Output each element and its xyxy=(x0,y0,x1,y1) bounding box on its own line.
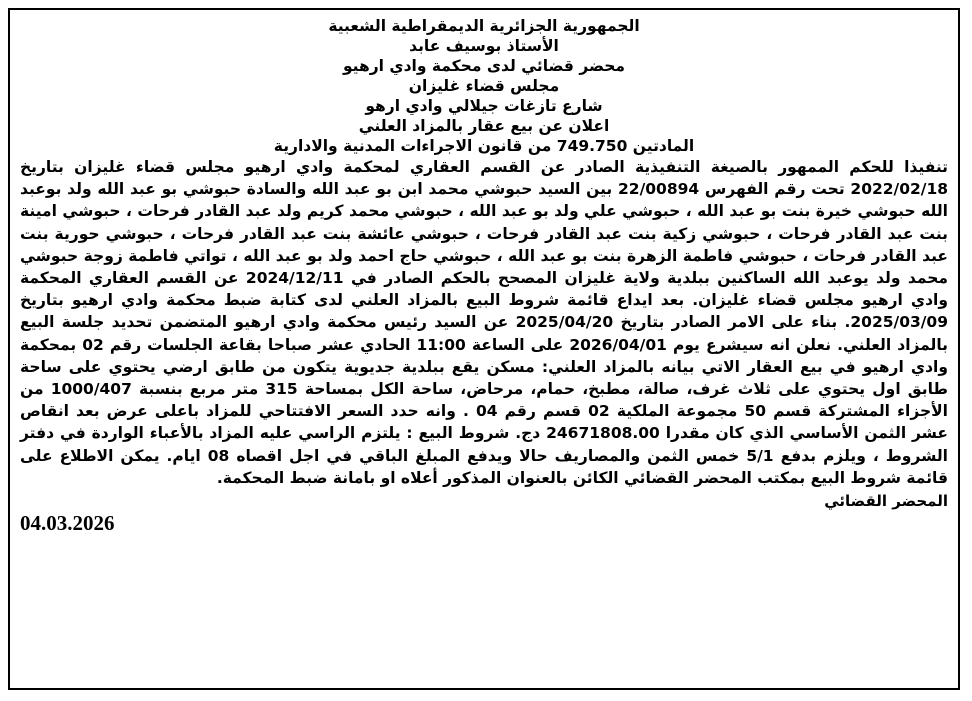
header-council: مجلس قضاء غليزان xyxy=(408,77,560,95)
notice-frame xyxy=(8,8,960,690)
notice-body: تنفيذا للحكم الممهور بالصيغة التنفيذية الصادر عن القسم العقاري لمحكمة وادي ارهيو مجلس قضاء غليزان بتاريخ 2022/02/18 تحت رقم الفهرس 22/00894 بين السيد حبوشي محمد ابن بو عبد الله والسادة حبوشي بو عبد الله ولد بوعبد الله حبوشي خيرة بنت بو عبد الله ، حبوشي علي ولد بو عبد الله ، حبوشي محمد كريم ولد عبد القادر فرحات ، حبوشي امينة بنت عبد القادر فرحات ، حبوشي زكية بنت عبد القادر فرحات ، حبوشي عائشة بنت عبد القادر فرحات ، حبوشي حورية بنت عبد القادر فرحات ، حبوشي فاطمة الزهرة بنت بو عبد الله ، حبوشي حاج احمد ولد بو عبد الله ، تواتي فاطمة زوجة حبوشي محمد ولد يوعبد الله الساكنين ببلدية ولاية غليزان المصحح بالحكم الصادر في 2024/12/11 عن القسم العقاري المحكمة وادي ارهيو مجلس قضاء غليزان. بعد ايداع قائمة شروط البيع بالمزاد العلني لدى كتابة ضبط محكمة وادي ارهيو بتاريخ 2025/03/09. بناء على الامر الصادر بتاريخ 2025/04/20 عن السيد رئيس محكمة وادي ارهيو المتضمن تحديد جلسة البيع بالمزاد العلني. نعلن انه سيشرع يوم 2026/04/01 على الساعة 11:00 الحادي عشر صباحا بقاعة الجلسات رقم 02 بمحكمة وادي ارهيو في بيع العقار الاتي بيانه بالمزاد العلني: مسكن يقع ببلدية جديوية يتكون من طابق ارضي يحتوي على ساحة طابق اول يحتوي على ثلاث غرف، صالة، مطبخ، حمام، مرحاض، ساحة الكل بمساحة 315 متر مربع بنسبة 1000/407 من الأجزاء المشتركة قسم 50 مجموعة الملكية 02 قسم رقم 04 . وانه حدد السعر الافتتاحي للمزاد باعلى عرض بعد انقاص عشر الثمن الأساسي الذي كان مقدرا 24671808.00 دج. شروط البيع : يلتزم الراسي عليه المزاد بالأعباء الواردة في دفتر الشروط ، ويلزم بدفع 5/1 خمس الثمن والمصاريف حالا ويدفع المبلغ الباقي في اجل اقصاه 08 ايام. يمكن الاطلاع على قائمة شروط البيع بمكتب المحضر القضائي الكائن بالعنوان المذكور أعلاه او بامانة ضبط المحكمة. xyxy=(20,158,949,487)
header-notice-title: اعلان عن بيع عقار بالمزاد العلني xyxy=(358,117,610,135)
notice-header xyxy=(20,16,948,156)
notice-footer xyxy=(20,491,948,535)
header-legal-articles: المادتين 749.750 من قانون الاجراءات المدنية والادارية xyxy=(273,137,695,155)
header-republic-line: الجمهورية الجزائرية الديمقراطية الشعبية xyxy=(328,17,640,35)
notice-date: 04.03.2026 xyxy=(20,511,115,536)
signature-label: المحضر القضائي xyxy=(824,492,948,511)
header-bailiff-name: الأستاذ بوسيف عابد xyxy=(409,37,559,55)
header-address: شارع تازغات جيلالي وادي ارهو xyxy=(365,97,603,115)
header-bailiff-court: محضر قضائي لدى محكمة وادي ارهيو xyxy=(342,57,626,75)
